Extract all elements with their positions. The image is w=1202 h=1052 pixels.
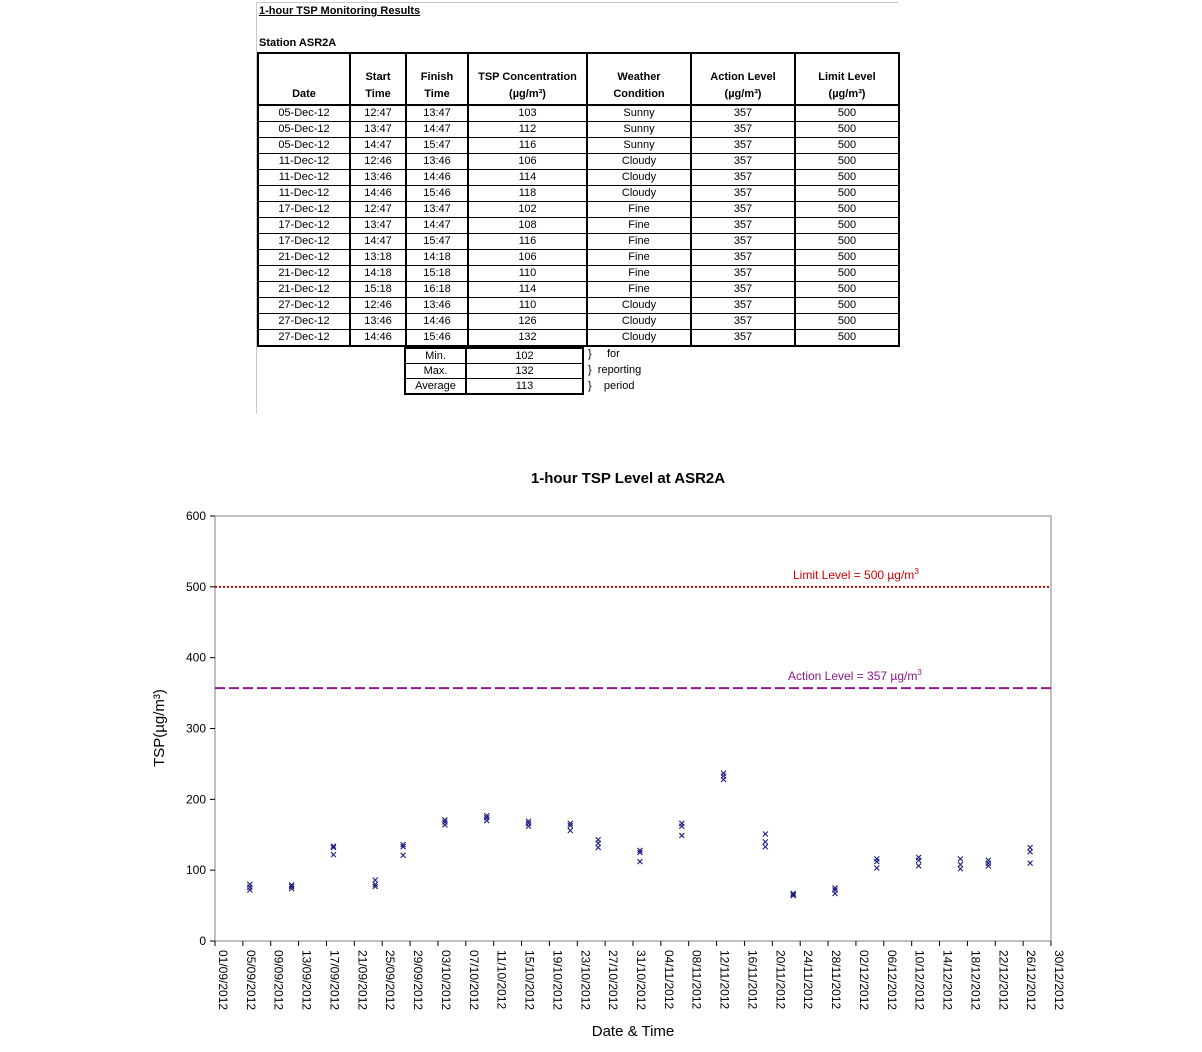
table-cell: 357 — [691, 234, 795, 250]
table-cell: 15:18 — [350, 282, 406, 298]
reference-label-text: Action Level = 357 µg/m — [788, 669, 918, 684]
x-tick-label: 21/09/2012 — [355, 950, 370, 1011]
table-cell: 21-Dec-12 — [258, 266, 350, 282]
table-cell: 110 — [468, 266, 587, 282]
summary-value: 113 — [466, 379, 583, 395]
table-cell: Cloudy — [587, 154, 691, 170]
reference-label-superscript: 3 — [917, 668, 922, 678]
table-row — [258, 314, 899, 330]
x-tick-label: 17/09/2012 — [327, 950, 342, 1011]
table-cell: 11-Dec-12 — [258, 186, 350, 202]
summary-value: 102 — [466, 348, 583, 364]
table-cell: 500 — [795, 234, 899, 250]
column-header — [406, 53, 468, 105]
x-tick-label: 10/12/2012 — [912, 950, 927, 1011]
header-line-1: Limit Level — [818, 71, 876, 83]
table-cell: 27-Dec-12 — [258, 330, 350, 347]
header-line-2: Condition — [613, 88, 665, 100]
table-cell: 357 — [691, 105, 795, 122]
table-row — [258, 122, 899, 138]
summary-note: } reporting — [588, 364, 642, 376]
table-cell: 357 — [691, 330, 795, 347]
table-cell: 13:46 — [406, 298, 468, 314]
x-tick-label: 12/11/2012 — [717, 950, 732, 1010]
x-tick-label: 04/11/2012 — [661, 950, 676, 1010]
table-cell: 500 — [795, 122, 899, 138]
x-tick-label: 29/09/2012 — [411, 950, 426, 1011]
summary-table — [404, 347, 584, 395]
table-cell: 108 — [468, 218, 587, 234]
table-cell: 13:18 — [350, 250, 406, 266]
table-cell: Cloudy — [587, 314, 691, 330]
x-tick-label: 07/10/2012 — [466, 950, 481, 1011]
table-cell: 500 — [795, 186, 899, 202]
x-tick-label: 05/09/2012 — [243, 950, 258, 1011]
table-cell: Fine — [587, 234, 691, 250]
table-cell: Cloudy — [587, 186, 691, 202]
table-cell: Sunny — [587, 105, 691, 122]
x-tick-label: 24/11/2012 — [801, 950, 816, 1010]
y-tick-label: 300 — [185, 721, 206, 736]
table-cell: 14:46 — [406, 314, 468, 330]
table-cell: 13:46 — [350, 170, 406, 186]
table-row — [258, 138, 899, 154]
table-row — [258, 105, 899, 122]
y-tick-label: 600 — [185, 509, 206, 523]
table-cell: 13:47 — [350, 122, 406, 138]
table-cell: 12:47 — [350, 202, 406, 218]
summary-value: 132 — [466, 364, 583, 379]
table-cell: 500 — [795, 202, 899, 218]
table-cell: 106 — [468, 154, 587, 170]
table-cell: 500 — [795, 170, 899, 186]
table-cell: 13:46 — [350, 314, 406, 330]
x-axis — [215, 941, 1066, 1010]
x-tick-label: 30/12/2012 — [1052, 950, 1066, 1011]
table-cell: 357 — [691, 218, 795, 234]
table-cell: 500 — [795, 266, 899, 282]
table-cell: 357 — [691, 266, 795, 282]
x-tick-label: 03/10/2012 — [438, 950, 453, 1011]
table-cell: 357 — [691, 170, 795, 186]
y-axis-label: TSP(µg/m³) — [151, 689, 168, 767]
table-cell: 14:47 — [406, 218, 468, 234]
column-header — [795, 53, 899, 105]
reference-label-text: Limit Level = 500 µg/m — [793, 567, 915, 582]
y-tick-label: 500 — [185, 579, 206, 594]
table-cell: Cloudy — [587, 298, 691, 314]
x-tick-label: 22/12/2012 — [996, 950, 1011, 1011]
x-tick-label: 02/12/2012 — [856, 950, 871, 1011]
header-line-2: Time — [424, 88, 450, 100]
table-cell: 14:46 — [350, 330, 406, 347]
x-tick-label: 16/11/2012 — [745, 950, 760, 1010]
station-title: Station ASR2A — [259, 37, 337, 49]
table-cell: 14:18 — [350, 266, 406, 282]
reference-label-superscript: 3 — [914, 566, 919, 576]
x-tick-label: 20/11/2012 — [773, 950, 788, 1010]
table-row — [258, 186, 899, 202]
table-cell: 103 — [468, 105, 587, 122]
table-cell: 13:47 — [406, 105, 468, 122]
table-cell: 500 — [795, 282, 899, 298]
table-cell: 132 — [468, 330, 587, 347]
summary-note: } for — [588, 348, 620, 360]
table-cell: Fine — [587, 202, 691, 218]
column-header — [468, 53, 587, 105]
x-tick-label: 31/10/2012 — [634, 950, 648, 1011]
summary-row — [405, 364, 583, 379]
table-cell: 357 — [691, 282, 795, 298]
column-header — [691, 53, 795, 105]
header-line-1: Finish — [420, 71, 454, 83]
x-tick-label: 09/09/2012 — [271, 950, 286, 1011]
x-tick-label: 27/10/2012 — [606, 950, 621, 1011]
table-row — [258, 298, 899, 314]
x-tick-label: 28/11/2012 — [829, 950, 844, 1010]
x-tick-label: 01/09/2012 — [216, 950, 230, 1011]
table-cell: 16:18 — [406, 282, 468, 298]
table-cell: 126 — [468, 314, 587, 330]
table-row — [258, 218, 899, 234]
table-row — [258, 154, 899, 170]
header-line-2: (µg/m³) — [828, 88, 866, 100]
table-cell: 357 — [691, 138, 795, 154]
table-row — [258, 282, 899, 298]
column-header — [258, 53, 350, 105]
table-cell: 14:47 — [350, 234, 406, 250]
summary-note: } period — [588, 380, 635, 392]
table-cell: 357 — [691, 250, 795, 266]
sheet-top-rule — [256, 2, 898, 3]
table-cell: 14:47 — [350, 138, 406, 154]
table-cell: 500 — [795, 250, 899, 266]
table-cell: 27-Dec-12 — [258, 314, 350, 330]
plot-area — [215, 516, 1051, 941]
table-cell: 14:46 — [406, 170, 468, 186]
summary-row — [405, 379, 583, 395]
table-cell: 357 — [691, 202, 795, 218]
table-cell: 357 — [691, 122, 795, 138]
table-cell: 17-Dec-12 — [258, 218, 350, 234]
x-tick-label: 11/10/2012 — [494, 950, 509, 1010]
table-cell: Cloudy — [587, 330, 691, 347]
table-cell: 15:47 — [406, 234, 468, 250]
header-line-2: (µg/m³) — [509, 88, 546, 100]
table-row — [258, 330, 899, 347]
x-tick-label: 08/11/2012 — [689, 950, 704, 1010]
table-cell: 12:46 — [350, 298, 406, 314]
table-cell: 357 — [691, 314, 795, 330]
table-row — [258, 266, 899, 282]
table-cell: 13:46 — [406, 154, 468, 170]
table-cell: 500 — [795, 105, 899, 122]
header-line-2: Time — [365, 88, 391, 100]
summary-row — [405, 348, 583, 364]
table-cell: 500 — [795, 138, 899, 154]
header-line-1: Weather — [617, 71, 661, 83]
table-cell: 15:46 — [406, 186, 468, 202]
table-cell: 15:18 — [406, 266, 468, 282]
table-cell: Sunny — [587, 122, 691, 138]
x-tick-label: 14/12/2012 — [940, 950, 955, 1011]
table-cell: 17-Dec-12 — [258, 234, 350, 250]
table-cell: 11-Dec-12 — [258, 170, 350, 186]
table-cell: 116 — [468, 234, 587, 250]
tsp-chart — [0, 455, 1202, 1052]
table-cell: Fine — [587, 282, 691, 298]
summary-label: Max. — [405, 364, 466, 379]
table-row — [258, 234, 899, 250]
table-cell: Fine — [587, 218, 691, 234]
table-cell: 17-Dec-12 — [258, 202, 350, 218]
y-axis — [186, 509, 215, 948]
table-cell: 14:47 — [406, 122, 468, 138]
table-cell: Cloudy — [587, 170, 691, 186]
table-body — [258, 105, 899, 346]
table-row — [258, 170, 899, 186]
table-cell: 500 — [795, 298, 899, 314]
table-cell: 12:46 — [350, 154, 406, 170]
table-cell: 12:47 — [350, 105, 406, 122]
action-level-label — [788, 668, 922, 683]
limit-level-label — [793, 567, 919, 582]
table-cell: 118 — [468, 186, 587, 202]
table-cell: 05-Dec-12 — [258, 122, 350, 138]
x-tick-label: 13/09/2012 — [299, 950, 314, 1011]
table-cell: 357 — [691, 154, 795, 170]
report-title: 1-hour TSP Monitoring Results — [259, 5, 421, 17]
table-cell: 13:47 — [406, 202, 468, 218]
table-cell: 357 — [691, 298, 795, 314]
table-cell: 21-Dec-12 — [258, 250, 350, 266]
table-header — [258, 53, 899, 105]
table-cell: Fine — [587, 250, 691, 266]
x-tick-label: 15/10/2012 — [522, 950, 537, 1011]
table-cell: 14:18 — [406, 250, 468, 266]
table-row — [258, 250, 899, 266]
x-tick-label: 06/12/2012 — [884, 950, 899, 1011]
table-cell: Fine — [587, 266, 691, 282]
y-tick-label: 0 — [199, 934, 206, 948]
summary-label: Min. — [405, 348, 466, 364]
table-cell: 116 — [468, 138, 587, 154]
x-axis-label: Date & Time — [591, 1023, 675, 1040]
table-cell: 102 — [468, 202, 587, 218]
x-tick-label: 18/12/2012 — [968, 950, 983, 1011]
table-cell: Sunny — [587, 138, 691, 154]
header-line-2: Date — [292, 88, 316, 100]
header-line-1: Start — [365, 71, 391, 83]
chart-title: 1-hour TSP Level at ASR2A — [530, 470, 726, 487]
table-cell: 114 — [468, 282, 587, 298]
table-cell: 15:46 — [406, 330, 468, 347]
table-cell: 112 — [468, 122, 587, 138]
table-cell: 500 — [795, 218, 899, 234]
table-cell: 05-Dec-12 — [258, 138, 350, 154]
table-cell: 114 — [468, 170, 587, 186]
x-tick-label: 25/09/2012 — [383, 950, 398, 1011]
y-tick-label: 200 — [185, 792, 206, 807]
header-line-1 — [261, 69, 347, 86]
table-cell: 21-Dec-12 — [258, 282, 350, 298]
table-cell: 500 — [795, 314, 899, 330]
y-tick-label: 100 — [185, 863, 206, 878]
header-line-2: (µg/m³) — [724, 88, 762, 100]
header-line-1: TSP Concentration — [478, 71, 577, 83]
table-cell: 14:46 — [350, 186, 406, 202]
table-cell: 357 — [691, 186, 795, 202]
results-table — [257, 52, 900, 347]
x-tick-label: 23/10/2012 — [578, 950, 593, 1011]
summary-label: Average — [405, 379, 466, 395]
column-header — [587, 53, 691, 105]
table-cell: 13:47 — [350, 218, 406, 234]
table-cell: 27-Dec-12 — [258, 298, 350, 314]
table-cell: 15:47 — [406, 138, 468, 154]
x-tick-label: 19/10/2012 — [550, 950, 565, 1011]
y-tick-label: 400 — [185, 650, 206, 665]
table-cell: 05-Dec-12 — [258, 105, 350, 122]
x-tick-label: 26/12/2012 — [1024, 950, 1039, 1011]
table-cell: 500 — [795, 154, 899, 170]
column-header — [350, 53, 406, 105]
table-cell: 110 — [468, 298, 587, 314]
header-line-1: Action Level — [710, 71, 776, 83]
table-cell: 11-Dec-12 — [258, 154, 350, 170]
table-row — [258, 202, 899, 218]
table-cell: 106 — [468, 250, 587, 266]
table-cell: 500 — [795, 330, 899, 347]
